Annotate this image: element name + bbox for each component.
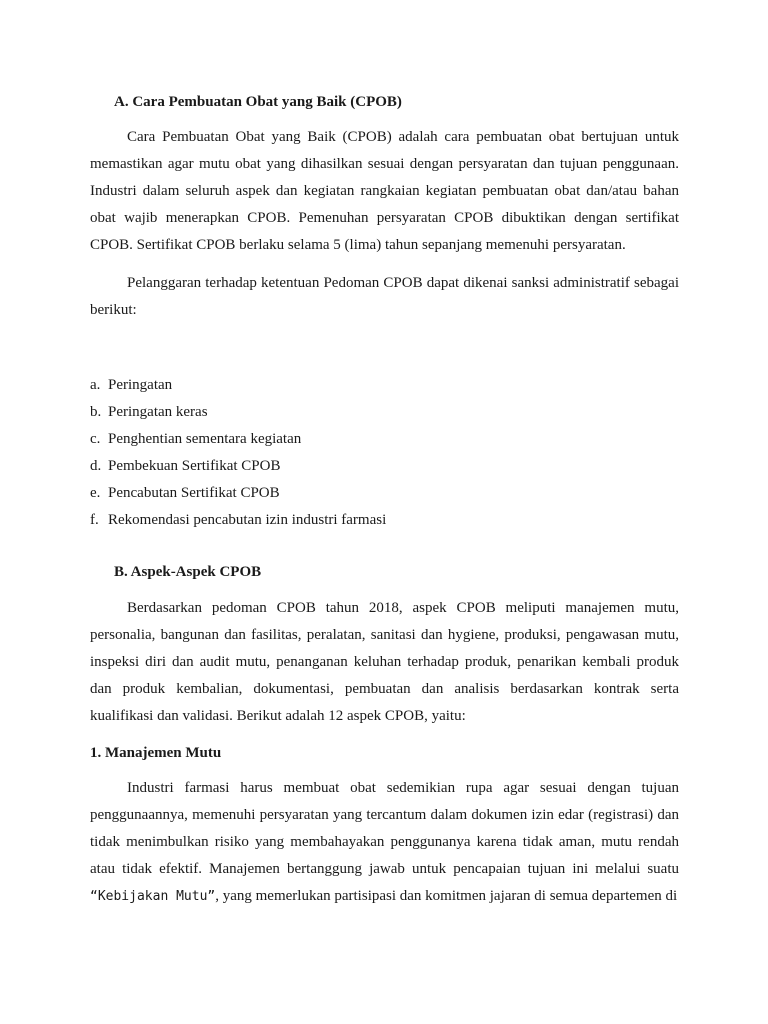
paragraph-text-end: , yang memerlukan partisipasi dan komitmen jajaran di semua departemen di <box>215 888 678 904</box>
sanction-list-item <box>90 507 386 534</box>
paragraph-text-start: Industri farmasi harus membuat obat sedemikian rupa agar sesuai dengan tujuan penggunaannya, memenuhi persyaratan yang tercantum dalam dokumen izin edar (registrasi) dan tidak menimbulkan risiko yang membahayakan penggunanya karena tidak aman, mutu rendah atau tidak efektif. Manajemen bertanggung jawab untuk pencapaian tujuan ini melalui suatu <box>90 780 679 877</box>
list-item-text: Penghentian sementara kegiatan <box>108 431 302 447</box>
list-marker: c. <box>90 431 101 447</box>
list-marker: b. <box>90 404 102 420</box>
sanction-list-item <box>90 372 386 399</box>
list-marker: d. <box>90 458 102 474</box>
subsection-1-title: 1. Manajemen Mutu <box>90 745 222 761</box>
list-item-text: Rekomendasi pencabutan izin industri farmasi <box>108 512 387 528</box>
list-marker: e. <box>90 485 101 501</box>
list-item-text: Peringatan <box>108 377 173 393</box>
list-marker: f. <box>90 512 99 528</box>
sanction-list-item <box>90 426 386 453</box>
list-item-text: Peringatan keras <box>108 404 208 420</box>
quoted-term: “Kebijakan Mutu” <box>90 889 216 904</box>
section-a-paragraph-2: Pelanggaran terhadap ketentuan Pedoman CPOB dapat dikenai sanksi administratif sebagai berikut: <box>90 275 679 318</box>
list-item-text: Pembekuan Sertifikat CPOB <box>108 458 281 474</box>
section-b-paragraph-1: Berdasarkan pedoman CPOB tahun 2018, aspek CPOB meliputi manajemen mutu, personalia, bangunan dan fasilitas, peralatan, sanitasi dan hygiene, produksi, pengawasan mutu, inspeksi diri dan audit mutu, penanganan keluhan terhadap produk, penarikan kembali produk dan produk kembalian, dokumentasi, pembuatan dan analisis berdasarkan kontrak serta kualifikasi dan validasi. Berikut adalah 12 aspek CPOB, yaitu: <box>90 600 679 724</box>
sanction-list-item <box>90 480 386 507</box>
section-b-title: B. Aspek-Aspek CPOB <box>114 564 262 580</box>
section-a-title: A. Cara Pembuatan Obat yang Baik (CPOB) <box>114 94 402 110</box>
sanction-list-item <box>90 399 386 426</box>
section-a-paragraph-1: Cara Pembuatan Obat yang Baik (CPOB) adalah cara pembuatan obat bertujuan untuk memastikan agar mutu obat yang dihasilkan sesuai dengan persyaratan dan tujuan penggunaan. Industri dalam seluruh aspek dan kegiatan rangkaian kegiatan pembuatan obat dan/atau bahan obat wajib menerapkan CPOB. Pemenuhan persyaratan CPOB dibuktikan dengan sertifikat CPOB. Sertifikat CPOB berlaku selama 5 (lima) tahun sepanjang memenuhi persyaratan. <box>90 129 679 253</box>
list-item-text: Pencabutan Sertifikat CPOB <box>108 485 280 501</box>
sanction-list <box>90 372 386 534</box>
list-marker: a. <box>90 377 101 393</box>
sanction-list-item <box>90 453 386 480</box>
subsection-1-paragraph <box>90 775 679 910</box>
